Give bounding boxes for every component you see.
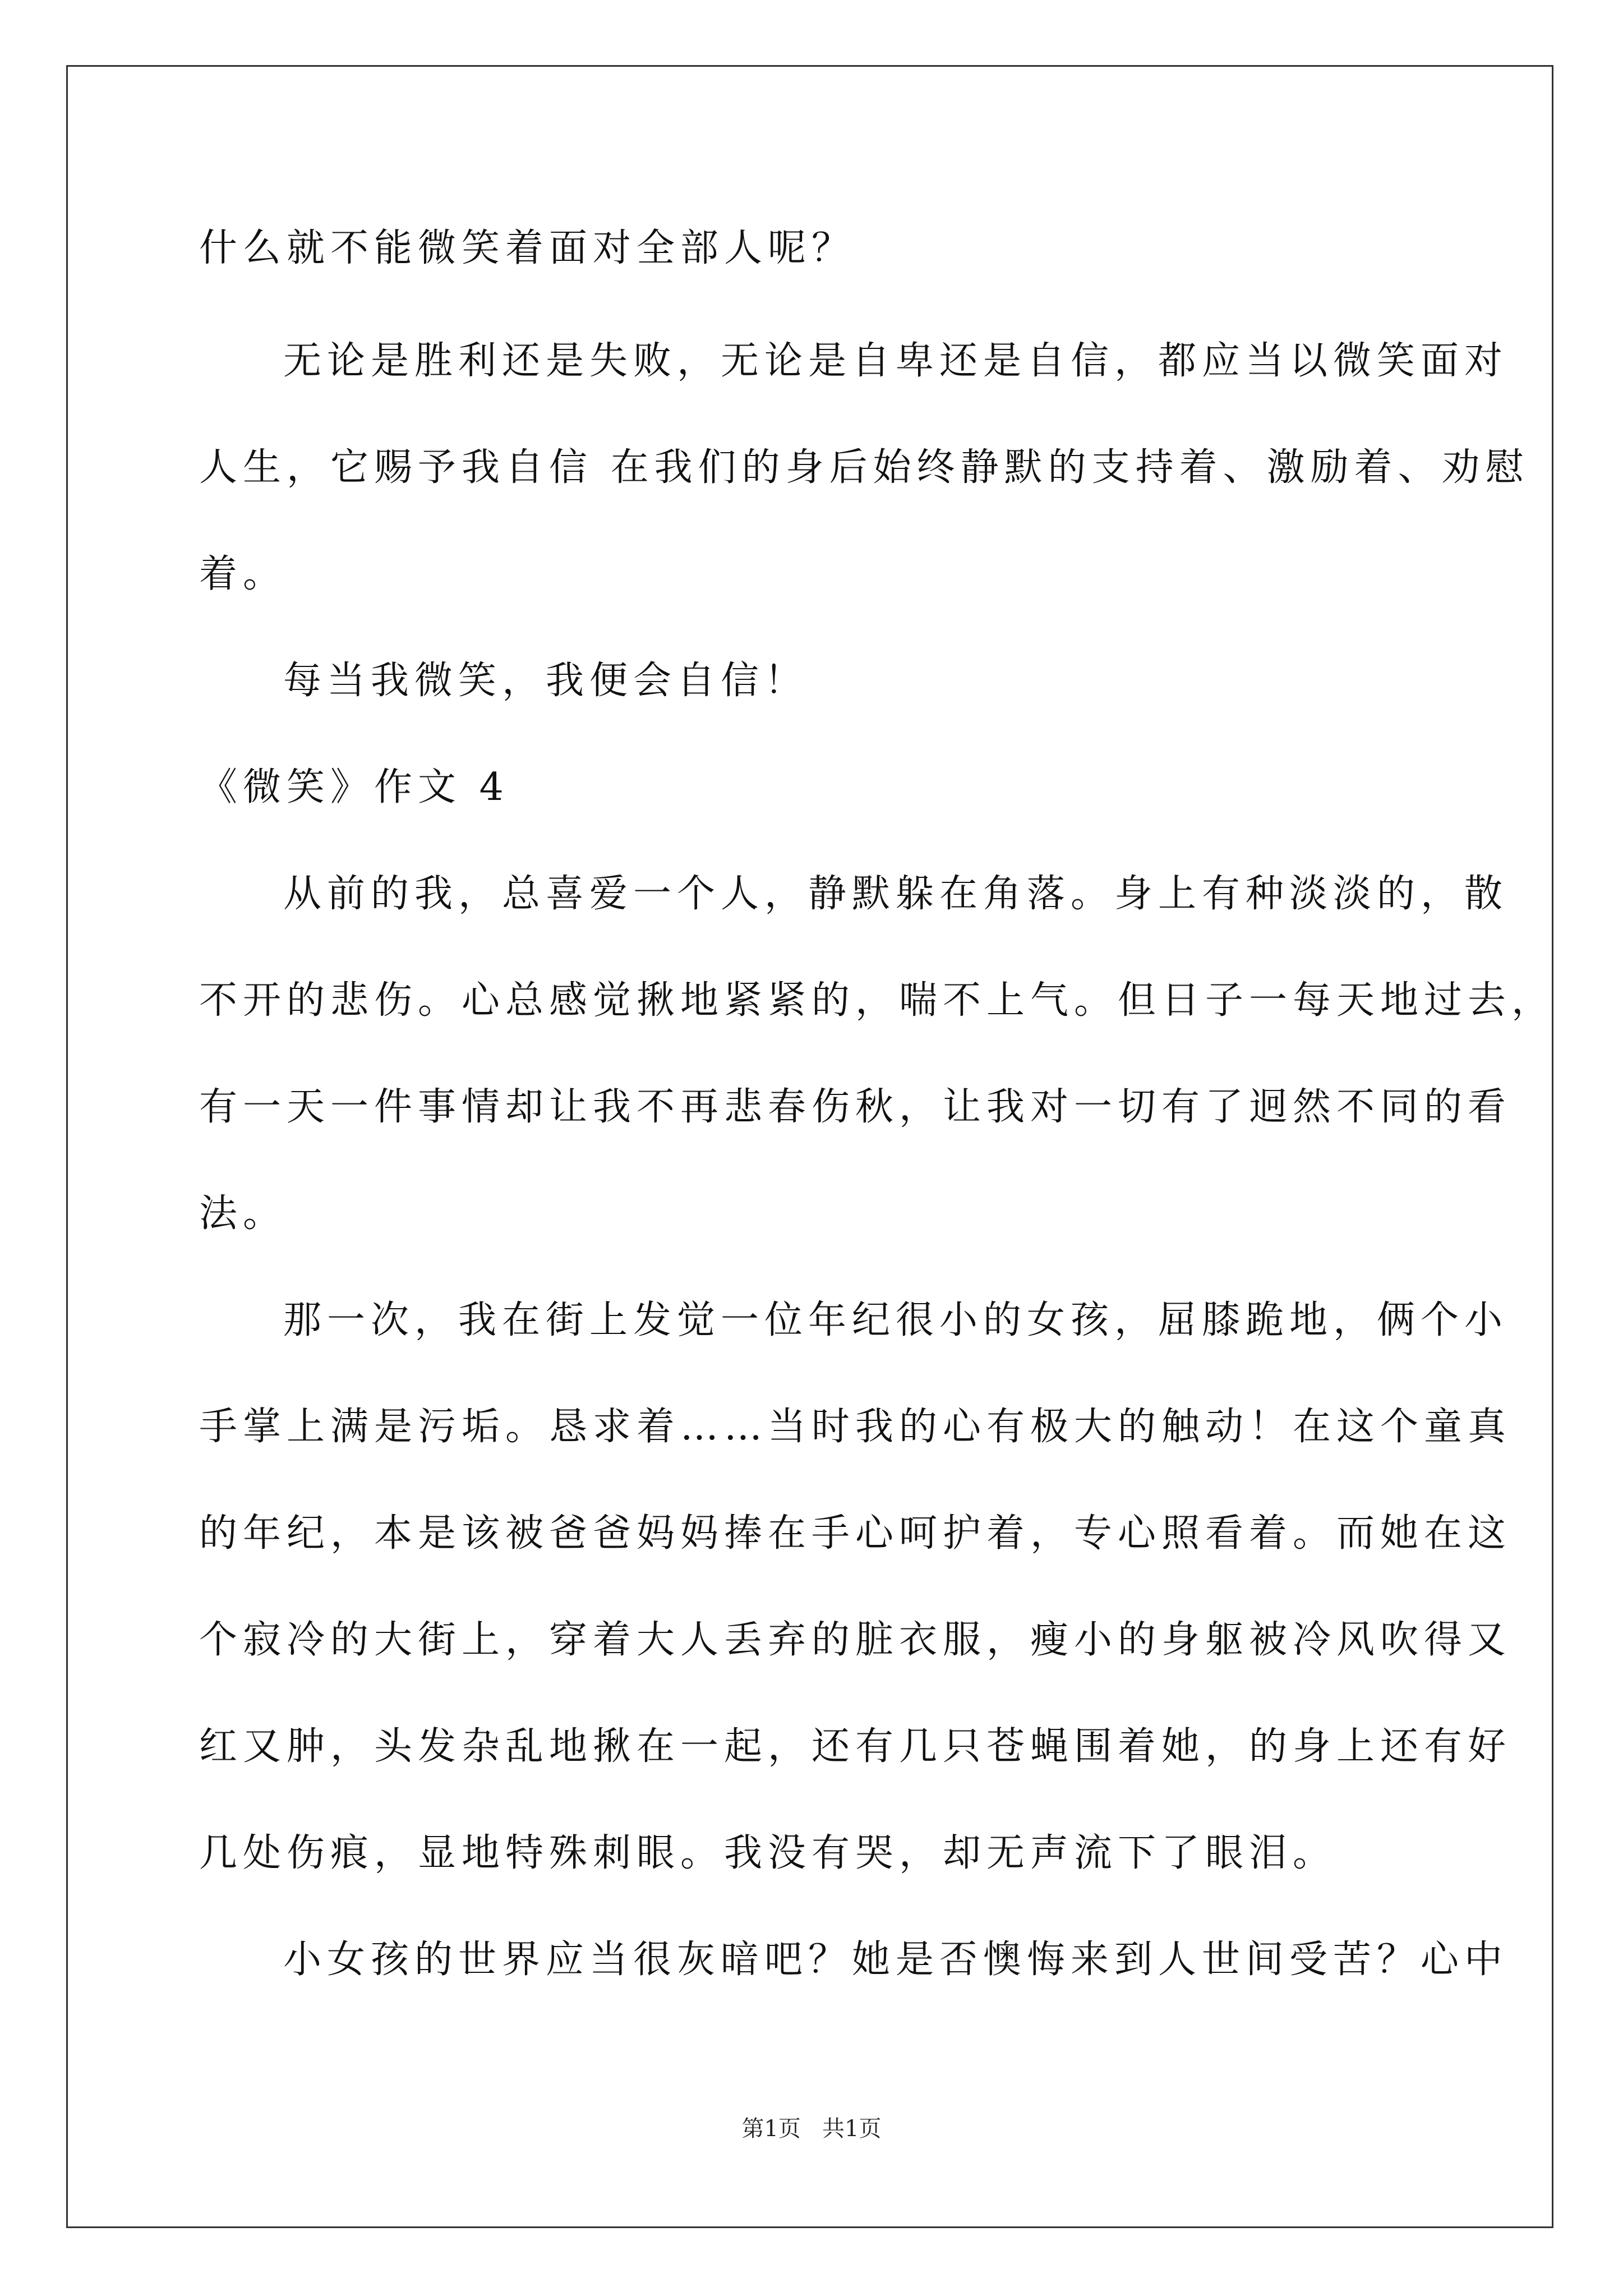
page-border: [66, 65, 1556, 2228]
text-line-13: 的年纪，本是该被爸爸妈妈捧在手心呵护着，专心照看着。而她在这: [199, 1511, 1512, 1556]
text-line-9: 有一天一件事情却让我不再悲春伤秋，让我对一切有了迥然不同的看: [199, 1085, 1512, 1129]
text-line-16: 几处伤痕，显地特殊刺眼。我没有哭，却无声流下了眼泪。: [199, 1831, 1337, 1875]
text-line-12: 手掌上满是污垢。恳求着……当时我的心有极大的触动！在这个童真: [199, 1405, 1512, 1449]
text-line-11: 那一次，我在街上发觉一位年纪很小的女孩，屈膝跪地，俩个小: [283, 1298, 1509, 1342]
text-line-2: 无论是胜利还是失败，无论是自卑还是自信，都应当以微笑面对: [283, 339, 1509, 383]
text-line-8: 不开的悲伤。心总感觉揪地紧紧的，喘不上气。但日子一每天地过去，: [199, 978, 1556, 1023]
section-heading: 《微笑》作文 4: [199, 765, 509, 809]
text-line-1: 什么就不能微笑着面对全部人呢？: [199, 226, 856, 270]
text-line-7: 从前的我，总喜爱一个人，静默躲在角落。身上有种淡淡的，散: [283, 872, 1509, 916]
text-line-17: 小女孩的世界应当很灰暗吧？她是否懊悔来到人世间受苦？心中: [283, 1938, 1509, 1982]
text-line-3: 人生，它赐予我自信 在我们的身后始终静默的支持着、激励着、劝慰: [199, 445, 1529, 490]
page-footer: 第1页 共1页: [741, 2116, 882, 2142]
text-line-15: 红又肿，头发杂乱地揪在一起，还有几只苍蝇围着她，的身上还有好: [199, 1724, 1512, 1769]
text-line-4: 着。: [199, 552, 287, 596]
text-line-14: 个寂冷的大街上，穿着大人丢弃的脏衣服，瘦小的身躯被冷风吹得又: [199, 1618, 1512, 1662]
text-line-5: 每当我微笑，我便会自信！: [283, 659, 809, 703]
text-line-10: 法。: [199, 1191, 287, 1236]
